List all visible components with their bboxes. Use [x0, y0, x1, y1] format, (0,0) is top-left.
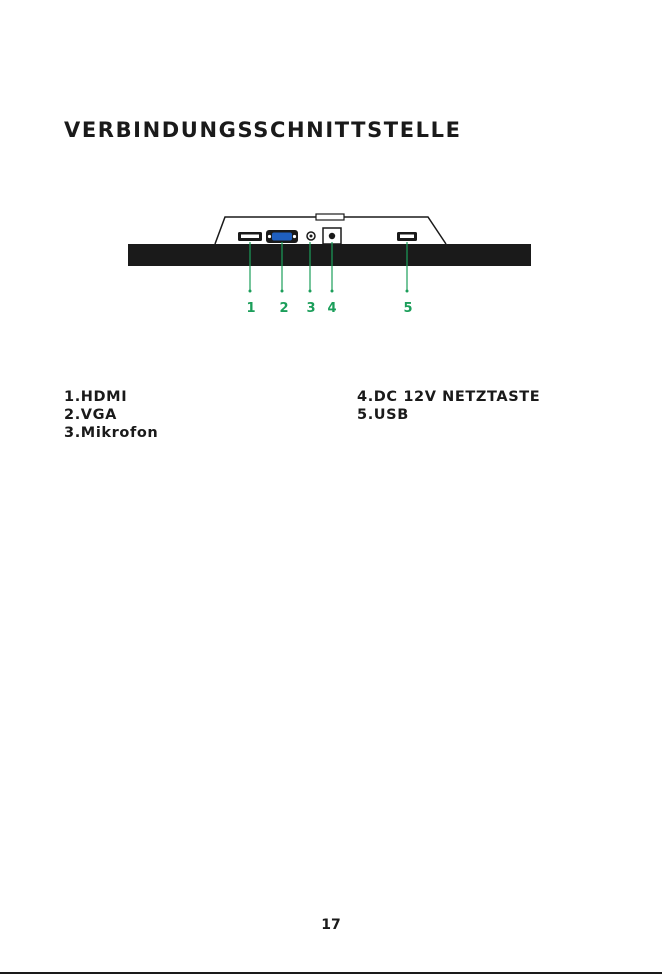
legend-item: 5.USB — [357, 407, 409, 423]
page-number: 17 — [321, 917, 341, 933]
port-number-1: 1 — [246, 301, 256, 316]
legend-item: 2.VGA — [64, 407, 117, 423]
hdmi-port-icon — [238, 232, 262, 241]
legend-item: 4.DC 12V NETZTASTE — [357, 389, 541, 405]
dc-power-port-icon — [323, 228, 341, 244]
usb-port-icon — [397, 232, 417, 241]
port-number-5: 5 — [403, 301, 413, 316]
housing-notch — [316, 214, 344, 220]
legend-right — [357, 388, 540, 424]
port-number-2: 2 — [279, 301, 289, 316]
monitor-bottom-bar — [128, 244, 531, 266]
vga-port-icon — [266, 230, 298, 243]
legend-item: 1.HDMI — [64, 389, 128, 405]
page-title: VERBINDUNGSSCHNITTSTELLE — [64, 118, 462, 142]
legend-item: 3.Mikrofon — [64, 425, 159, 441]
legend-left — [64, 388, 158, 442]
port-number-4: 4 — [327, 301, 337, 316]
port-number-3: 3 — [306, 301, 316, 316]
bottom-rule — [0, 972, 662, 974]
